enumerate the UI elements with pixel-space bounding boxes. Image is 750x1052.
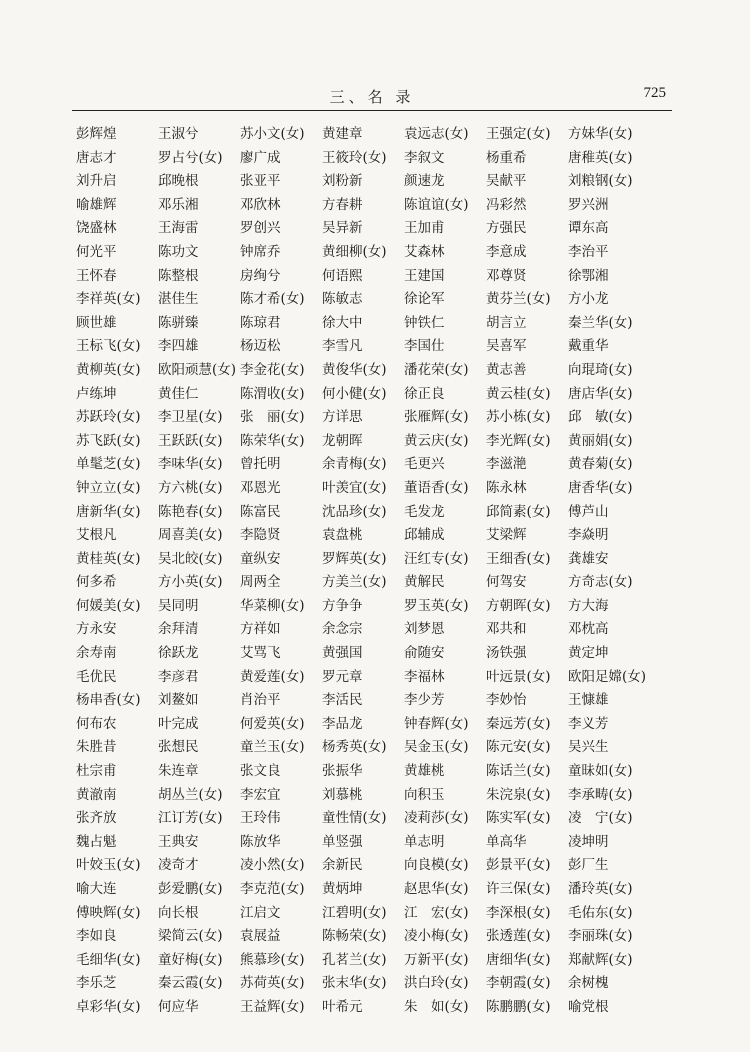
name-entry: 王慷雄 [568, 692, 609, 709]
name-entry: 吴异新 [322, 220, 363, 237]
name-entry: 魏占魁 [76, 833, 117, 850]
name-entry: 黄爱莲(女) [240, 668, 305, 685]
name-entry: 杨秀英(女) [322, 739, 387, 756]
name-entry: 张末华(女) [322, 975, 387, 992]
name-entry: 罗辉英(女) [322, 550, 387, 567]
name-entry: 陈实军(女) [486, 810, 551, 827]
name-entry: 龚雄安 [568, 550, 609, 567]
name-entry: 俞随安 [404, 645, 445, 662]
name-entry: 龙朝晖 [322, 432, 363, 449]
name-entry: 吴喜军 [486, 338, 527, 355]
name-entry: 刘梦恩 [404, 621, 445, 638]
name-entry: 方美兰(女) [322, 574, 387, 591]
name-entry: 陈渭收(女) [240, 385, 305, 402]
name-entry: 李意成 [486, 243, 527, 260]
name-entry: 陈谊谊(女) [404, 196, 469, 213]
name-entry: 童昧如(女) [568, 763, 633, 780]
name-entry: 凌 宁(女) [568, 810, 633, 827]
page-number: 725 [643, 85, 666, 101]
name-entry: 华菜柳(女) [240, 597, 305, 614]
name-entry: 方强民 [486, 220, 527, 237]
name-entry: 李活民 [322, 692, 363, 709]
name-entry: 凌小梅(女) [404, 928, 469, 945]
name-entry: 王玲伟 [240, 810, 281, 827]
name-entry: 艾梁辉 [486, 527, 527, 544]
name-entry: 汤铁强 [486, 645, 527, 662]
name-entry: 余拜清 [158, 621, 199, 638]
name-entry: 吴金玉(女) [404, 739, 469, 756]
name-entry: 袁展益 [240, 928, 281, 945]
name-entry: 郑献辉(女) [568, 951, 633, 968]
name-entry: 李妙怡 [486, 692, 527, 709]
name-entry: 傅映辉(女) [76, 904, 141, 921]
name-entry: 邱辅成 [404, 527, 445, 544]
name-entry: 艾森林 [404, 243, 445, 260]
name-entry: 何爱英(女) [240, 715, 305, 732]
name-entry: 黄雄桃 [404, 763, 445, 780]
name-entry: 叶完成 [158, 715, 199, 732]
name-entry: 邱晚根 [158, 173, 199, 190]
name-entry: 喻党根 [568, 998, 609, 1015]
name-entry: 李承畴(女) [568, 786, 633, 803]
name-entry: 陈功文 [158, 243, 199, 260]
name-entry: 朱浣泉(女) [486, 786, 551, 803]
name-entry: 彭厂生 [568, 857, 609, 874]
name-entry: 唐店华(女) [568, 385, 633, 402]
name-entry: 李味华(女) [158, 456, 223, 473]
name-entry: 陈艳春(女) [158, 503, 223, 520]
name-entry: 陈荣华(女) [240, 432, 305, 449]
name-entry: 邓恩光 [240, 479, 281, 496]
name-entry: 童性情(女) [322, 810, 387, 827]
page-header [72, 84, 672, 112]
name-entry: 何布农 [76, 715, 117, 732]
name-entry: 单高华 [486, 833, 527, 850]
name-entry: 艾骂飞 [240, 645, 281, 662]
name-entry: 肖治平 [240, 692, 281, 709]
name-entry: 苏飞跃(女) [76, 432, 141, 449]
name-entry: 张亚平 [240, 173, 281, 190]
name-entry: 朱 如(女) [404, 998, 469, 1015]
name-entry: 李滋滟 [486, 456, 527, 473]
name-entry: 方妹华(女) [568, 126, 633, 142]
name-entry: 王建国 [404, 267, 445, 284]
name-entry: 颜速龙 [404, 173, 445, 190]
name-entry: 张雁辉(女) [404, 409, 469, 426]
name-entry: 欧阳顽慧(女) [158, 361, 237, 378]
name-entry: 湛佳生 [158, 291, 199, 308]
name-entry: 董语香(女) [404, 479, 469, 496]
name-entry: 戴重华 [568, 338, 609, 355]
name-entry: 向积玉 [404, 786, 445, 803]
name-entry: 洪白玲(女) [404, 975, 469, 992]
name-entry: 徐正良 [404, 385, 445, 402]
name-entry: 叶远景(女) [486, 668, 551, 685]
name-entry: 方祥如 [240, 621, 281, 638]
name-entry: 王加甫 [404, 220, 445, 237]
name-entry: 叶羡宜(女) [322, 479, 387, 496]
name-entry: 黄炳坤 [322, 881, 363, 897]
name-entry: 刘升启 [76, 173, 117, 190]
name-entry: 苏小文(女) [240, 126, 305, 142]
name-entry: 袁远志(女) [404, 126, 469, 142]
name-entry: 房绚兮 [240, 267, 281, 284]
name-entry: 冯彩然 [486, 196, 527, 213]
name-entry: 钟席乔 [240, 243, 281, 260]
name-entry: 胡言立 [486, 314, 527, 331]
name-entry: 邓欣林 [240, 196, 281, 213]
name-entry: 李如良 [76, 928, 117, 945]
name-entry: 唐稚英(女) [568, 149, 633, 166]
name-entry: 李祥英(女) [76, 291, 141, 308]
name-entry: 张 丽(女) [240, 409, 305, 426]
name-entry: 刘慕桃 [322, 786, 363, 803]
name-entry: 黄解民 [404, 574, 445, 591]
name-entry: 欧阳足嫦(女) [568, 668, 647, 685]
name-entry: 黄春菊(女) [568, 456, 633, 473]
name-entry: 熊慕珍(女) [240, 951, 305, 968]
name-entry: 刘粉新 [322, 173, 363, 190]
section-title: 三、名 录 [329, 88, 415, 106]
name-entry: 罗兴洲 [568, 196, 609, 213]
name-entry: 邓乐湘 [158, 196, 199, 213]
name-entry: 毛优民 [76, 668, 117, 685]
name-entry: 彭辉煌 [76, 126, 117, 142]
name-entry: 李治平 [568, 243, 609, 260]
name-entry: 何光平 [76, 243, 117, 260]
name-entry: 李乐芝 [76, 975, 117, 992]
name-entry: 吴献平 [486, 173, 527, 190]
name-entry: 袁盘桃 [322, 527, 363, 544]
name-entry: 毛更兴 [404, 456, 445, 473]
name-entry: 何语熙 [322, 267, 363, 284]
name-entry: 李光辉(女) [486, 432, 551, 449]
name-entry: 王标飞(女) [76, 338, 141, 355]
name-entry: 曾托明 [240, 456, 281, 473]
name-entry: 艾根凡 [76, 527, 117, 544]
name-entry: 钟铁仁 [404, 314, 445, 331]
name-entry: 杨重希 [486, 149, 527, 166]
name-entry: 罗创兴 [240, 220, 281, 237]
name-entry: 李金花(女) [240, 361, 305, 378]
name-entry: 何小健(女) [322, 385, 387, 402]
name-entry: 黄桂英(女) [76, 550, 141, 567]
name-entry: 卓彩华(女) [76, 998, 141, 1015]
name-entry: 方大海 [568, 597, 609, 614]
name-entry: 廖广成 [240, 149, 281, 166]
name-entry: 李克范(女) [240, 881, 305, 897]
name-entry: 何应华 [158, 998, 199, 1015]
name-entry: 黄强国 [322, 645, 363, 662]
name-entry: 李卫星(女) [158, 409, 223, 426]
name-entry: 顾世雄 [76, 314, 117, 331]
name-entry: 彭爱鹏(女) [158, 881, 223, 897]
name-entry: 陈放华 [240, 833, 281, 850]
name-entry: 饶盛林 [76, 220, 117, 237]
name-entry: 李义芳 [568, 715, 609, 732]
name-entry: 方争争 [322, 597, 363, 614]
name-entry: 张透莲(女) [486, 928, 551, 945]
name-entry: 刘粮钢(女) [568, 173, 633, 190]
name-entry: 陈骈臻 [158, 314, 199, 331]
name-entry: 李福林 [404, 668, 445, 685]
name-entry: 卢练坤 [76, 385, 117, 402]
name-entry: 方小龙 [568, 291, 609, 308]
name-entry: 李宏宜 [240, 786, 281, 803]
name-entry: 余青梅(女) [322, 456, 387, 473]
name-entry: 朱连章 [158, 763, 199, 780]
name-entry: 陈永林 [486, 479, 527, 496]
name-entry: 杨串香(女) [76, 692, 141, 709]
name-entry: 陈敏志 [322, 291, 363, 308]
name-entry: 方春耕 [322, 196, 363, 213]
name-entry: 徐鄂湘 [568, 267, 609, 284]
name-entry: 张想民 [158, 739, 199, 756]
name-entry: 梁简云(女) [158, 928, 223, 945]
name-entry: 陈整根 [158, 267, 199, 284]
name-entry: 童纵安 [240, 550, 281, 567]
name-entry: 凌奇才 [158, 857, 199, 874]
name-entry: 李国仕 [404, 338, 445, 355]
name-entry: 谭东高 [568, 220, 609, 237]
name-entry: 胡丛兰(女) [158, 786, 223, 803]
name-entry: 李焱明 [568, 527, 609, 544]
header-rule [72, 110, 672, 111]
name-entry: 黄丽娟(女) [568, 432, 633, 449]
name-entry: 方朝晖(女) [486, 597, 551, 614]
name-entry: 毛发龙 [404, 503, 445, 520]
name-entry: 李品龙 [322, 715, 363, 732]
name-entry: 王跃跃(女) [158, 432, 223, 449]
name-entry: 童兰玉(女) [240, 739, 305, 756]
name-entry: 黄定坤 [568, 645, 609, 662]
name-entry: 苏荷英(女) [240, 975, 305, 992]
name-entry: 孔茗兰(女) [322, 951, 387, 968]
name-entry: 唐新华(女) [76, 503, 141, 520]
name-entry: 江启文 [240, 904, 281, 921]
name-entry: 陈话兰(女) [486, 763, 551, 780]
name-entry: 喻雄辉 [76, 196, 117, 213]
name-entry: 吴同明 [158, 597, 199, 614]
name-entry: 罗元章 [322, 668, 363, 685]
name-entry: 陈琼君 [240, 314, 281, 331]
name-entry: 邓枕高 [568, 621, 609, 638]
name-entry: 单竖强 [322, 833, 363, 850]
name-entry: 向琨琦(女) [568, 361, 633, 378]
name-entry: 李隐贤 [240, 527, 281, 544]
name-entry: 张齐放 [76, 810, 117, 827]
name-entry: 苏跃玲(女) [76, 409, 141, 426]
name-entry: 王细香(女) [486, 550, 551, 567]
name-entry: 周喜美(女) [158, 527, 223, 544]
name-entry: 潘花荣(女) [404, 361, 469, 378]
name-entry: 徐大中 [322, 314, 363, 331]
name-entry: 单髦芝(女) [76, 456, 141, 473]
name-entry: 周两全 [240, 574, 281, 591]
name-entry: 王筱玲(女) [322, 149, 387, 166]
name-entry: 陈畅荣(女) [322, 928, 387, 945]
name-entry: 江 宏(女) [404, 904, 469, 921]
name-entry: 秦兰华(女) [568, 314, 633, 331]
name-entry: 黄俊华(女) [322, 361, 387, 378]
name-entry: 黄云桂(女) [486, 385, 551, 402]
name-entry: 黄云庆(女) [404, 432, 469, 449]
name-entry: 李少芳 [404, 692, 445, 709]
name-entry: 吴北皎(女) [158, 550, 223, 567]
name-entry: 向良模(女) [404, 857, 469, 874]
name-entry: 黄建章 [322, 126, 363, 142]
name-entry: 潘玲英(女) [568, 881, 633, 897]
name-entry: 杜宗甫 [76, 763, 117, 780]
name-entry: 叶希元 [322, 998, 363, 1015]
name-entry: 陈富民 [240, 503, 281, 520]
name-entry: 凌小然(女) [240, 857, 305, 874]
name-entry: 杨迈松 [240, 338, 281, 355]
name-entry: 凌莉莎(女) [404, 810, 469, 827]
name-entry: 陈鹏鹏(女) [486, 998, 551, 1015]
name-entry: 张文良 [240, 763, 281, 780]
name-entry: 刘鳌如 [158, 692, 199, 709]
name-entry: 黄澈南 [76, 786, 117, 803]
name-entry: 单志明 [404, 833, 445, 850]
name-entry: 李朝霞(女) [486, 975, 551, 992]
name-entry: 喻大连 [76, 881, 117, 897]
name-entry: 何多希 [76, 574, 117, 591]
name-entry: 唐细华(女) [486, 951, 551, 968]
name-entry: 钟春辉(女) [404, 715, 469, 732]
name-entry: 李丽珠(女) [568, 928, 633, 945]
name-entry: 万新平(女) [404, 951, 469, 968]
name-entry: 邓尊贤 [486, 267, 527, 284]
name-entry: 李雪凡 [322, 338, 363, 355]
name-entry: 王强定(女) [486, 126, 551, 142]
name-entry: 黄志善 [486, 361, 527, 378]
name-entry: 余新民 [322, 857, 363, 874]
name-entry: 方六桃(女) [158, 479, 223, 496]
name-entry: 王典安 [158, 833, 199, 850]
name-entry: 何驾安 [486, 574, 527, 591]
name-entry: 秦云霞(女) [158, 975, 223, 992]
name-entry: 赵思华(女) [404, 881, 469, 897]
name-entry: 唐志才 [76, 149, 117, 166]
name-entry: 唐香华(女) [568, 479, 633, 496]
name-entry: 邱简素(女) [486, 503, 551, 520]
name-entry: 方小英(女) [158, 574, 223, 591]
name-entry: 许三保(女) [486, 881, 551, 897]
name-list [76, 123, 676, 1020]
name-entry: 罗占兮(女) [158, 149, 223, 166]
name-entry: 黄细柳(女) [322, 243, 387, 260]
name-entry: 陈才希(女) [240, 291, 305, 308]
name-entry: 秦远芳(女) [486, 715, 551, 732]
name-entry: 童好梅(女) [158, 951, 223, 968]
name-entry: 余寿南 [76, 645, 117, 662]
name-entry: 余树槐 [568, 975, 609, 992]
name-entry: 凌坤明 [568, 833, 609, 850]
name-entry: 邱 敏(女) [568, 409, 633, 426]
name-entry: 朱胜昔 [76, 739, 117, 756]
name-entry: 钟立立(女) [76, 479, 141, 496]
name-entry: 邓共和 [486, 621, 527, 638]
name-entry: 徐跃龙 [158, 645, 199, 662]
name-entry: 王益辉(女) [240, 998, 305, 1015]
name-entry: 李叙文 [404, 149, 445, 166]
name-entry: 黄芬兰(女) [486, 291, 551, 308]
name-entry: 叶姣玉(女) [76, 857, 141, 874]
name-entry: 黄柳英(女) [76, 361, 141, 378]
name-entry: 吴兴生 [568, 739, 609, 756]
name-entry: 黄佳仁 [158, 385, 199, 402]
name-entry: 李彦君 [158, 668, 199, 685]
name-entry: 江碧明(女) [322, 904, 387, 921]
name-entry: 毛佑东(女) [568, 904, 633, 921]
name-entry: 李四雄 [158, 338, 199, 355]
name-entry: 王海雷 [158, 220, 199, 237]
name-entry: 罗玉英(女) [404, 597, 469, 614]
name-entry: 苏小栋(女) [486, 409, 551, 426]
name-entry: 王淑兮 [158, 126, 199, 142]
name-entry: 方奇志(女) [568, 574, 633, 591]
name-entry: 彭景平(女) [486, 857, 551, 874]
name-entry: 方详思 [322, 409, 363, 426]
name-entry: 沈品珍(女) [322, 503, 387, 520]
name-entry: 何媛美(女) [76, 597, 141, 614]
name-entry: 张振华 [322, 763, 363, 780]
name-entry: 江订芳(女) [158, 810, 223, 827]
name-entry: 方永安 [76, 621, 117, 638]
name-entry: 王怀春 [76, 267, 117, 284]
name-entry: 李深根(女) [486, 904, 551, 921]
name-entry: 傅芦山 [568, 503, 609, 520]
name-entry: 汪红专(女) [404, 550, 469, 567]
name-entry: 向长根 [158, 904, 199, 921]
name-entry: 毛细华(女) [76, 951, 141, 968]
name-entry: 徐论军 [404, 291, 445, 308]
name-entry: 余念宗 [322, 621, 363, 638]
name-entry: 陈元安(女) [486, 739, 551, 756]
